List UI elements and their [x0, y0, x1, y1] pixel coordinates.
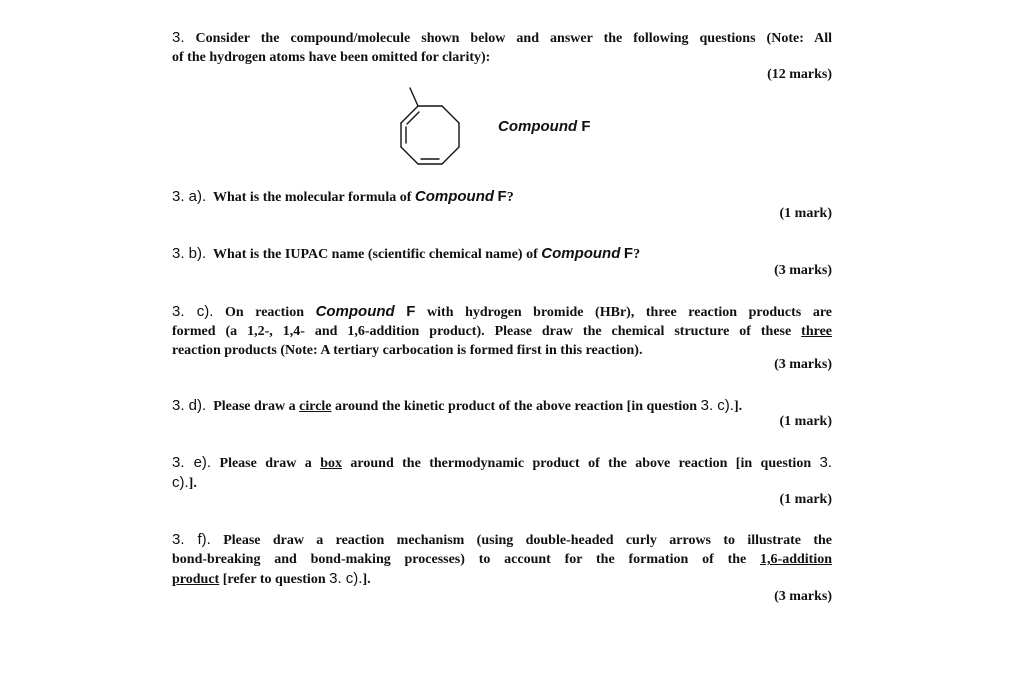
question-3f-end: ]. — [362, 572, 371, 587]
question-3b — [172, 244, 832, 264]
question-3b-end: ? — [633, 247, 641, 262]
question-3a-letter: F — [497, 188, 507, 205]
question-3e-underlined-box: box — [320, 456, 342, 471]
question-3c-line3: reaction products (Note: A tertiary carbocation is formed first in this reaction). — [172, 343, 643, 358]
compound-letter: F — [581, 118, 591, 135]
question-3f — [172, 530, 832, 589]
question-3d — [172, 396, 832, 416]
question-3c-number: 3. c). — [172, 303, 214, 320]
question-3c-line2: formed (a 1,2-, 1,4- and 1,6-addition product). Please draw the chemical structure of these — [172, 324, 792, 339]
question-3c-underlined-three: three — [801, 324, 832, 339]
question-3a-number: 3. a). — [172, 188, 207, 205]
question-3c-text: On reaction — [225, 305, 304, 320]
question-3b-letter: F — [623, 245, 634, 262]
question-3e-end: ]. — [188, 476, 197, 491]
question-3f-marks: (3 marks) — [774, 589, 832, 604]
question-number: 3. — [172, 29, 185, 46]
question-3-marks: (12 marks) — [767, 67, 832, 82]
question-3e-text-after: around the thermodynamic product of the above reaction [in question — [350, 456, 812, 471]
question-3d-number: 3. d). — [172, 397, 207, 414]
methylcyclooctatriene-structure-icon — [393, 86, 469, 168]
question-3e-text: Please draw a — [219, 456, 312, 471]
intro-line-2: of the hydrogen atoms have been omitted for clarity): — [172, 50, 491, 65]
question-3b-text: What is the IUPAC name (scientific chemical name) of — [212, 247, 538, 262]
question-3f-underlined-addition: 1,6-addition — [760, 552, 833, 567]
question-3-intro — [172, 28, 832, 67]
question-3d-underlined-circle: circle — [299, 399, 332, 414]
question-3e — [172, 453, 832, 493]
question-3f-number: 3. f). — [172, 531, 211, 548]
question-3c-compound: Compound — [315, 303, 395, 320]
question-3d-text-after: around the kinetic product of the above reaction [in question — [335, 399, 698, 414]
question-3f-line1: Please draw a reaction mechanism (using double-headed curly arrows to illustrate the — [223, 533, 832, 548]
question-3f-line3: [refer to question — [222, 572, 326, 587]
question-3b-marks: (3 marks) — [774, 263, 832, 278]
question-3e-number: 3. e). — [172, 454, 212, 471]
intro-line-1: Consider the compound/molecule shown below and answer the following questions (Note: All — [195, 31, 833, 46]
compound-word: Compound — [498, 118, 578, 135]
question-3d-marks: (1 mark) — [779, 414, 832, 429]
question-3a — [172, 187, 832, 207]
question-3d-end: ]. — [733, 399, 743, 414]
question-3c — [172, 302, 832, 360]
question-3b-number: 3. b). — [172, 245, 207, 262]
question-3c-line1: with hydrogen bromide (HBr), three reaction products are — [427, 305, 833, 320]
question-3a-end: ? — [506, 190, 514, 205]
question-3f-line2: bond-breaking and bond-making processes) to account for the formation of the — [172, 552, 747, 567]
question-3c-marks: (3 marks) — [774, 357, 832, 372]
question-3b-compound: Compound — [541, 245, 621, 262]
question-3e-ref-a: 3. — [819, 454, 833, 471]
question-3e-ref-b: c). — [172, 474, 189, 491]
question-3a-compound: Compound — [414, 188, 495, 205]
compound-label — [498, 118, 591, 135]
question-3c-letter: F — [406, 303, 416, 320]
question-3a-marks: (1 mark) — [779, 206, 832, 221]
question-3a-text: What is the molecular formula of — [212, 190, 412, 205]
question-3f-ref: 3. c). — [329, 570, 363, 587]
question-3e-marks: (1 mark) — [779, 492, 832, 507]
question-3d-ref: 3. c). — [700, 397, 734, 414]
question-3d-text: Please draw a — [213, 399, 296, 414]
question-3f-underlined-product: product — [172, 572, 220, 587]
